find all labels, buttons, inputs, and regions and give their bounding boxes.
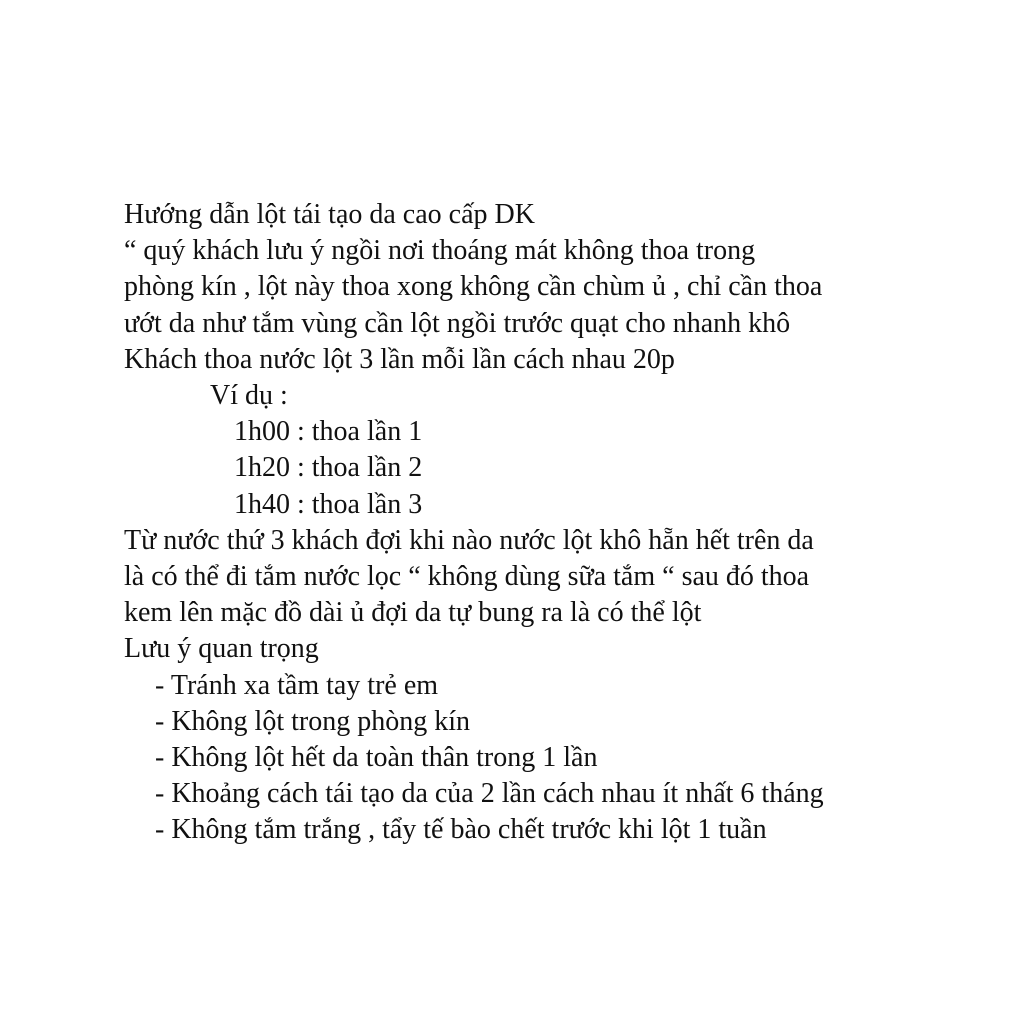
note-item-5: - Không tắm trắng , tẩy tế bào chết trước khi lột 1 tuần (155, 814, 767, 846)
instruction-document (124, 197, 1004, 849)
example-item-1: 1h00 : thoa lần 1 (234, 416, 423, 448)
example-item-3: 1h40 : thoa lần 3 (234, 488, 423, 520)
intro-line-2: phòng kín , lột này thoa xong không cần chùm ủ , chỉ cần thoa (124, 271, 823, 303)
after-line-1: Từ nước thứ 3 khách đợi khi nào nước lột khô hẵn hết trên da (124, 524, 814, 556)
intro-line-1: “ quý khách lưu ý ngồi nơi thoáng mát không thoa trong (124, 235, 756, 267)
note-item-3: - Không lột hết da toàn thân trong 1 lần (155, 742, 598, 774)
intro-line-4: Khách thoa nước lột 3 lần mỗi lần cách nhau 20p (124, 343, 675, 375)
after-line-2: là có thể đi tắm nước lọc “ không dùng sữa tắm “ sau đó thoa (124, 561, 810, 593)
notes-heading: Lưu ý quan trọng (124, 633, 319, 665)
after-line-3: kem lên mặc đồ dài ủ đợi da tự bung ra là có thể lột (124, 597, 702, 629)
intro-line-3: ướt da như tắm vùng cần lột ngồi trước quạt cho nhanh khô (124, 307, 791, 339)
note-item-4: - Khoảng cách tái tạo da của 2 lần cách nhau ít nhất 6 tháng (155, 778, 824, 810)
example-heading: Ví dụ : (210, 380, 288, 412)
document-title: Hướng dẫn lột tái tạo da cao cấp DK (124, 199, 535, 230)
note-item-1: - Tránh xa tầm tay trẻ em (155, 669, 439, 701)
note-item-2: - Không lột trong phòng kín (155, 705, 470, 737)
example-item-2: 1h20 : thoa lần 2 (234, 452, 423, 484)
